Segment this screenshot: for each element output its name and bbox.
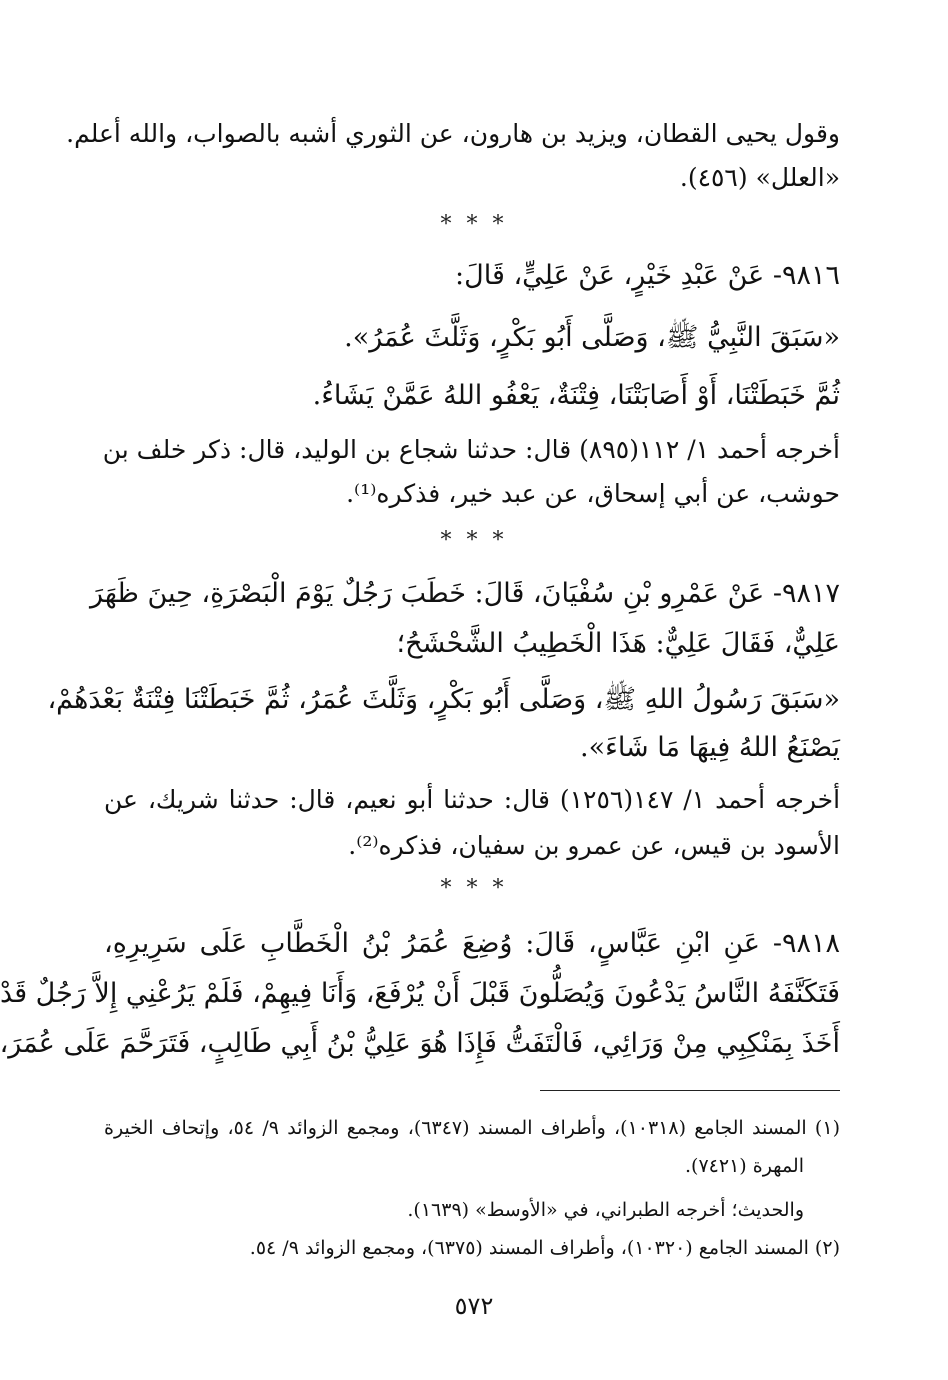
page-number: ٥٧٢ (454, 1292, 494, 1320)
intro-line-1: وقول يحيى القطان، ويزيد بن هارون، عن الثوري أشبه بالصواب، والله أعلم. (66, 119, 840, 148)
hadith-9817-text-2: يَصْنَعُ اللهُ فِيهَا مَا شَاءَ». (580, 732, 840, 763)
hadith-9817-takhrij-1: أخرجه أحمد ١/ ١٤٧(١٢٥٦) قال: حدثنا أبو نعيم، قال: حدثنا شريك، عن (104, 785, 841, 814)
hadith-9816-head: ٩٨١٦- عَنْ عَبْدِ خَيْرٍ، عَنْ عَلِيٍّ، قَالَ: (455, 260, 840, 291)
footnote-divider (540, 1090, 840, 1091)
hadith-9816-takhrij-1: أخرجه أحمد ١/ ١١٢(٨٩٥) قال: حدثنا شجاع بن الوليد، قال: ذكر خلف بن (102, 435, 840, 464)
hadith-9818-line-1: ٩٨١٨- عَنِ ابْنِ عَبَّاسٍ، قَالَ: وُضِعَ عُمَرُ بْنُ الْخَطَّابِ عَلَى سَرِيرِهِ، (104, 928, 840, 959)
separator-3: * * * (440, 876, 508, 901)
separator-2: * * * (440, 528, 508, 553)
footnote-1-line-2: المهرة (٧٤٢١). (685, 1155, 804, 1177)
footnote-1-line-1: (١) المسند الجامع (١٠٣١٨)، وأطراف المسند (٦٣٤٧)، ومجمع الزوائد ٩/ ٥٤، وإتحاف الخيرة (104, 1117, 840, 1139)
hadith-9817-head-1: ٩٨١٧- عَنْ عَمْرِو بْنِ سُفْيَانَ، قَالَ: خَطَبَ رَجُلٌ يَوْمَ الْبَصْرَةِ، حِينَ ظَهَرَ (90, 578, 840, 609)
hadith-9816-text-2: ثُمَّ خَبَطَتْنَا، أَوْ أَصَابَتْنَا، فِتْنَةٌ، يَعْفُو اللهُ عَمَّنْ يَشَاءُ. (312, 380, 840, 411)
hadith-9817-text-1: «سَبَقَ رَسُولُ اللهِ ﷺ، وَصَلَّى أَبُو بَكْرٍ، وَثَلَّثَ عُمَرُ، ثُمَّ خَبَطَتْنَا فِتْنَةٌ بَعْدَهُمْ، (47, 684, 840, 715)
hadith-9817-head-2: عَلِيٌّ، فَقَالَ عَلِيٌّ: هَذَا الْخَطِيبُ الشَّحْشَحُ؛ (396, 628, 840, 659)
hadith-9818-line-3: أَخَذَ بِمَنْكِبِي مِنْ وَرَائِي، فَالْتَفَتُّ فَإِذَا هُوَ عَلِيُّ بْنُ أَبِي طَالِبٍ، فَتَرَحَّمَ عَلَى عُمَرَ، (0, 1028, 840, 1059)
hadith-9817-takhrij-2: الأسود بن قيس، عن عمرو بن سفيان، فذكره⁽²⁾. (348, 831, 840, 860)
footnote-2-line-1: (٢) المسند الجامع (١٠٣٢٠)، وأطراف المسند (٦٣٧٥)، ومجمع الزوائد ٩/ ٥٤. (249, 1237, 840, 1259)
hadith-9816-text-1: «سَبَقَ النَّبِيُّ ﷺ، وَصَلَّى أَبُو بَكْرٍ، وَثَلَّثَ عُمَرُ». (344, 322, 840, 353)
footnote-1-line-3: والحديث؛ أخرجه الطبراني، في «الأوسط» (١٦٣٩). (407, 1199, 804, 1221)
separator-1: * * * (440, 212, 508, 237)
hadith-9818-line-2: فَتَكَنَّفَهُ النَّاسُ يَدْعُونَ وَيُصَلُّونَ قَبْلَ أَنْ يُرْفَعَ، وَأَنَا فِيهِمْ، فَلَمْ يَرُعْنِي إِلاَّ رَجُلٌ قَدْ (0, 978, 840, 1009)
intro-line-2: «العلل» (٤٥٦). (679, 163, 840, 192)
hadith-9816-takhrij-2: حوشب، عن أبي إسحاق، عن عبد خير، فذكره⁽¹⁾. (346, 479, 840, 508)
